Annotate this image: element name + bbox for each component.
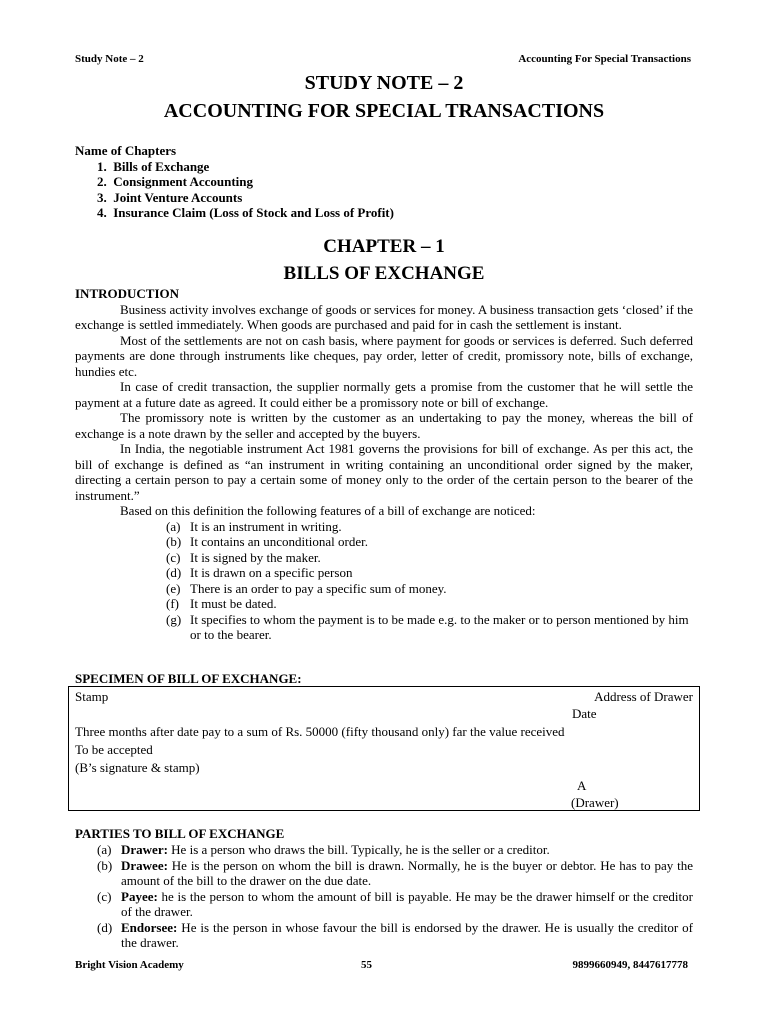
- page-number: 55: [361, 959, 372, 971]
- specimen-heading: SPECIMEN OF BILL OF EXCHANGE:: [75, 671, 302, 686]
- title-line-2: ACCOUNTING FOR SPECIAL TRANSACTIONS: [163, 100, 605, 122]
- list-item: [75, 842, 693, 858]
- chapter-title: BILLS OF EXCHANGE: [283, 263, 485, 284]
- party-term: Endorsee:: [121, 919, 178, 935]
- list-text: There is an order to pay a specific sum of money.: [190, 580, 447, 596]
- features-list: [75, 519, 693, 643]
- list-marker: (f): [166, 596, 179, 611]
- list-marker: (a): [166, 518, 181, 534]
- introduction-heading: INTRODUCTION: [75, 286, 180, 301]
- chapter-item: 1. Bills of Exchange: [97, 158, 210, 174]
- list-item: [75, 534, 693, 550]
- list-item: [75, 596, 693, 612]
- party-term: Drawee:: [121, 857, 168, 873]
- list-text: It contains an unconditional order.: [190, 534, 368, 549]
- list-marker: (d): [97, 919, 113, 935]
- footer-publisher: Bright Vision Academy: [75, 959, 184, 971]
- list-item: [75, 519, 693, 535]
- chapters-list: [75, 143, 394, 221]
- list-marker: (c): [166, 549, 181, 565]
- party-term: Drawer:: [121, 842, 168, 857]
- list-marker: (c): [97, 888, 112, 904]
- list-item: [75, 920, 693, 951]
- title-line-1: STUDY NOTE – 2: [304, 72, 464, 94]
- paragraph: The promissory note is written by the customer as an undertaking to pay the money, whereas the bill of exchange is a note drawn by the seller and accepted by the buyers.: [75, 410, 693, 441]
- list-item: [75, 565, 693, 581]
- paragraph: In India, the negotiable instrument Act 1981 governs the provisions for bill of exchange. As per this act, the bill of exchange is defined as “an instrument in writing containing an unconditional order signed by the maker, directing a certain person to pay a certain some of money only to the order of the certain person to the bearer of the instrument.”: [75, 441, 693, 503]
- party-description: He is the person in whose favour the bill is endorsed by the drawer. He is usually the creditor of the drawer.: [121, 919, 693, 950]
- list-text: It specifies to whom the payment is to be made e.g. to the maker or to person mentioned by him or to the bearer.: [190, 611, 689, 642]
- list-item: [75, 581, 693, 597]
- parties-list: [75, 842, 693, 951]
- header-right: Accounting For Special Transactions: [518, 53, 691, 65]
- list-text: It is signed by the maker.: [190, 549, 321, 565]
- list-item: [75, 550, 693, 566]
- chapters-heading: Name of Chapters: [75, 143, 177, 158]
- drawer-address: Address of Drawer: [594, 689, 693, 704]
- header-left: Study Note – 2: [75, 53, 144, 65]
- list-text: It is an instrument in writing.: [190, 518, 342, 534]
- acceptance-text: To be accepted: [75, 742, 153, 757]
- drawee-signature: (B’s signature & stamp): [75, 760, 200, 775]
- list-marker: (g): [166, 611, 182, 627]
- drawer-name: A: [577, 778, 587, 793]
- list-marker: (d): [166, 565, 182, 580]
- chapter-item: 3. Joint Venture Accounts: [97, 189, 243, 205]
- footer-phone: 9899660949, 8447617778: [572, 959, 688, 971]
- introduction-section: [75, 286, 693, 643]
- chapter-item: 2. Consignment Accounting: [97, 174, 254, 189]
- list-item: [75, 858, 693, 889]
- stamp-label: Stamp: [75, 689, 109, 704]
- list-text: It is drawn on a specific person: [190, 565, 353, 580]
- paragraph: In case of credit transaction, the supplier normally gets a promise from the customer that he will settle the payment at a future date as agreed. It could either be a promissory note or bill of exchange.: [75, 379, 693, 410]
- paragraph: Based on this definition the following features of a bill of exchange are noticed:: [120, 503, 536, 518]
- list-marker: (e): [166, 580, 181, 596]
- list-marker: (b): [97, 857, 113, 873]
- paragraph: Most of the settlements are not on cash basis, where payment for goods or services is deferred. Such deferred payments are done through instruments like cheques, pay order, letter of credit, promissory note, bills of exchange, hundies etc.: [75, 332, 693, 379]
- bill-order-text: Three months after date pay to a sum of Rs. 50000 (fifty thousand only) far the value received: [75, 724, 565, 739]
- party-description: He is the person on whom the bill is drawn. Normally, he is the buyer or debtor. He has to pay the amount of the bill to the drawer on the due date.: [121, 857, 693, 888]
- chapter-number: CHAPTER – 1: [323, 236, 445, 257]
- chapter-item: 4. Insurance Claim (Loss of Stock and Loss of Profit): [97, 205, 394, 220]
- specimen-bill-box: [68, 686, 700, 811]
- list-text: It must be dated.: [190, 596, 277, 611]
- party-description: He is a person who draws the bill. Typically, he is the seller or a creditor.: [167, 842, 550, 857]
- drawer-label: (Drawer): [571, 795, 619, 810]
- party-description: he is the person to whom the amount of bill is payable. He may be the drawer himself or the creditor of the drawer.: [121, 888, 693, 919]
- bill-date: Date: [572, 706, 597, 721]
- paragraph: Business activity involves exchange of goods or services for money. A business transaction gets ‘closed’ if the exchange is settled immediately. When goods are purchased and paid for in cash the settlement is instant.: [75, 301, 693, 332]
- party-term: Payee:: [121, 888, 158, 904]
- list-marker: (b): [166, 534, 182, 549]
- parties-heading: PARTIES TO BILL OF EXCHANGE: [75, 826, 285, 841]
- list-item: [75, 889, 693, 920]
- list-marker: (a): [97, 842, 112, 857]
- list-item: [75, 612, 693, 643]
